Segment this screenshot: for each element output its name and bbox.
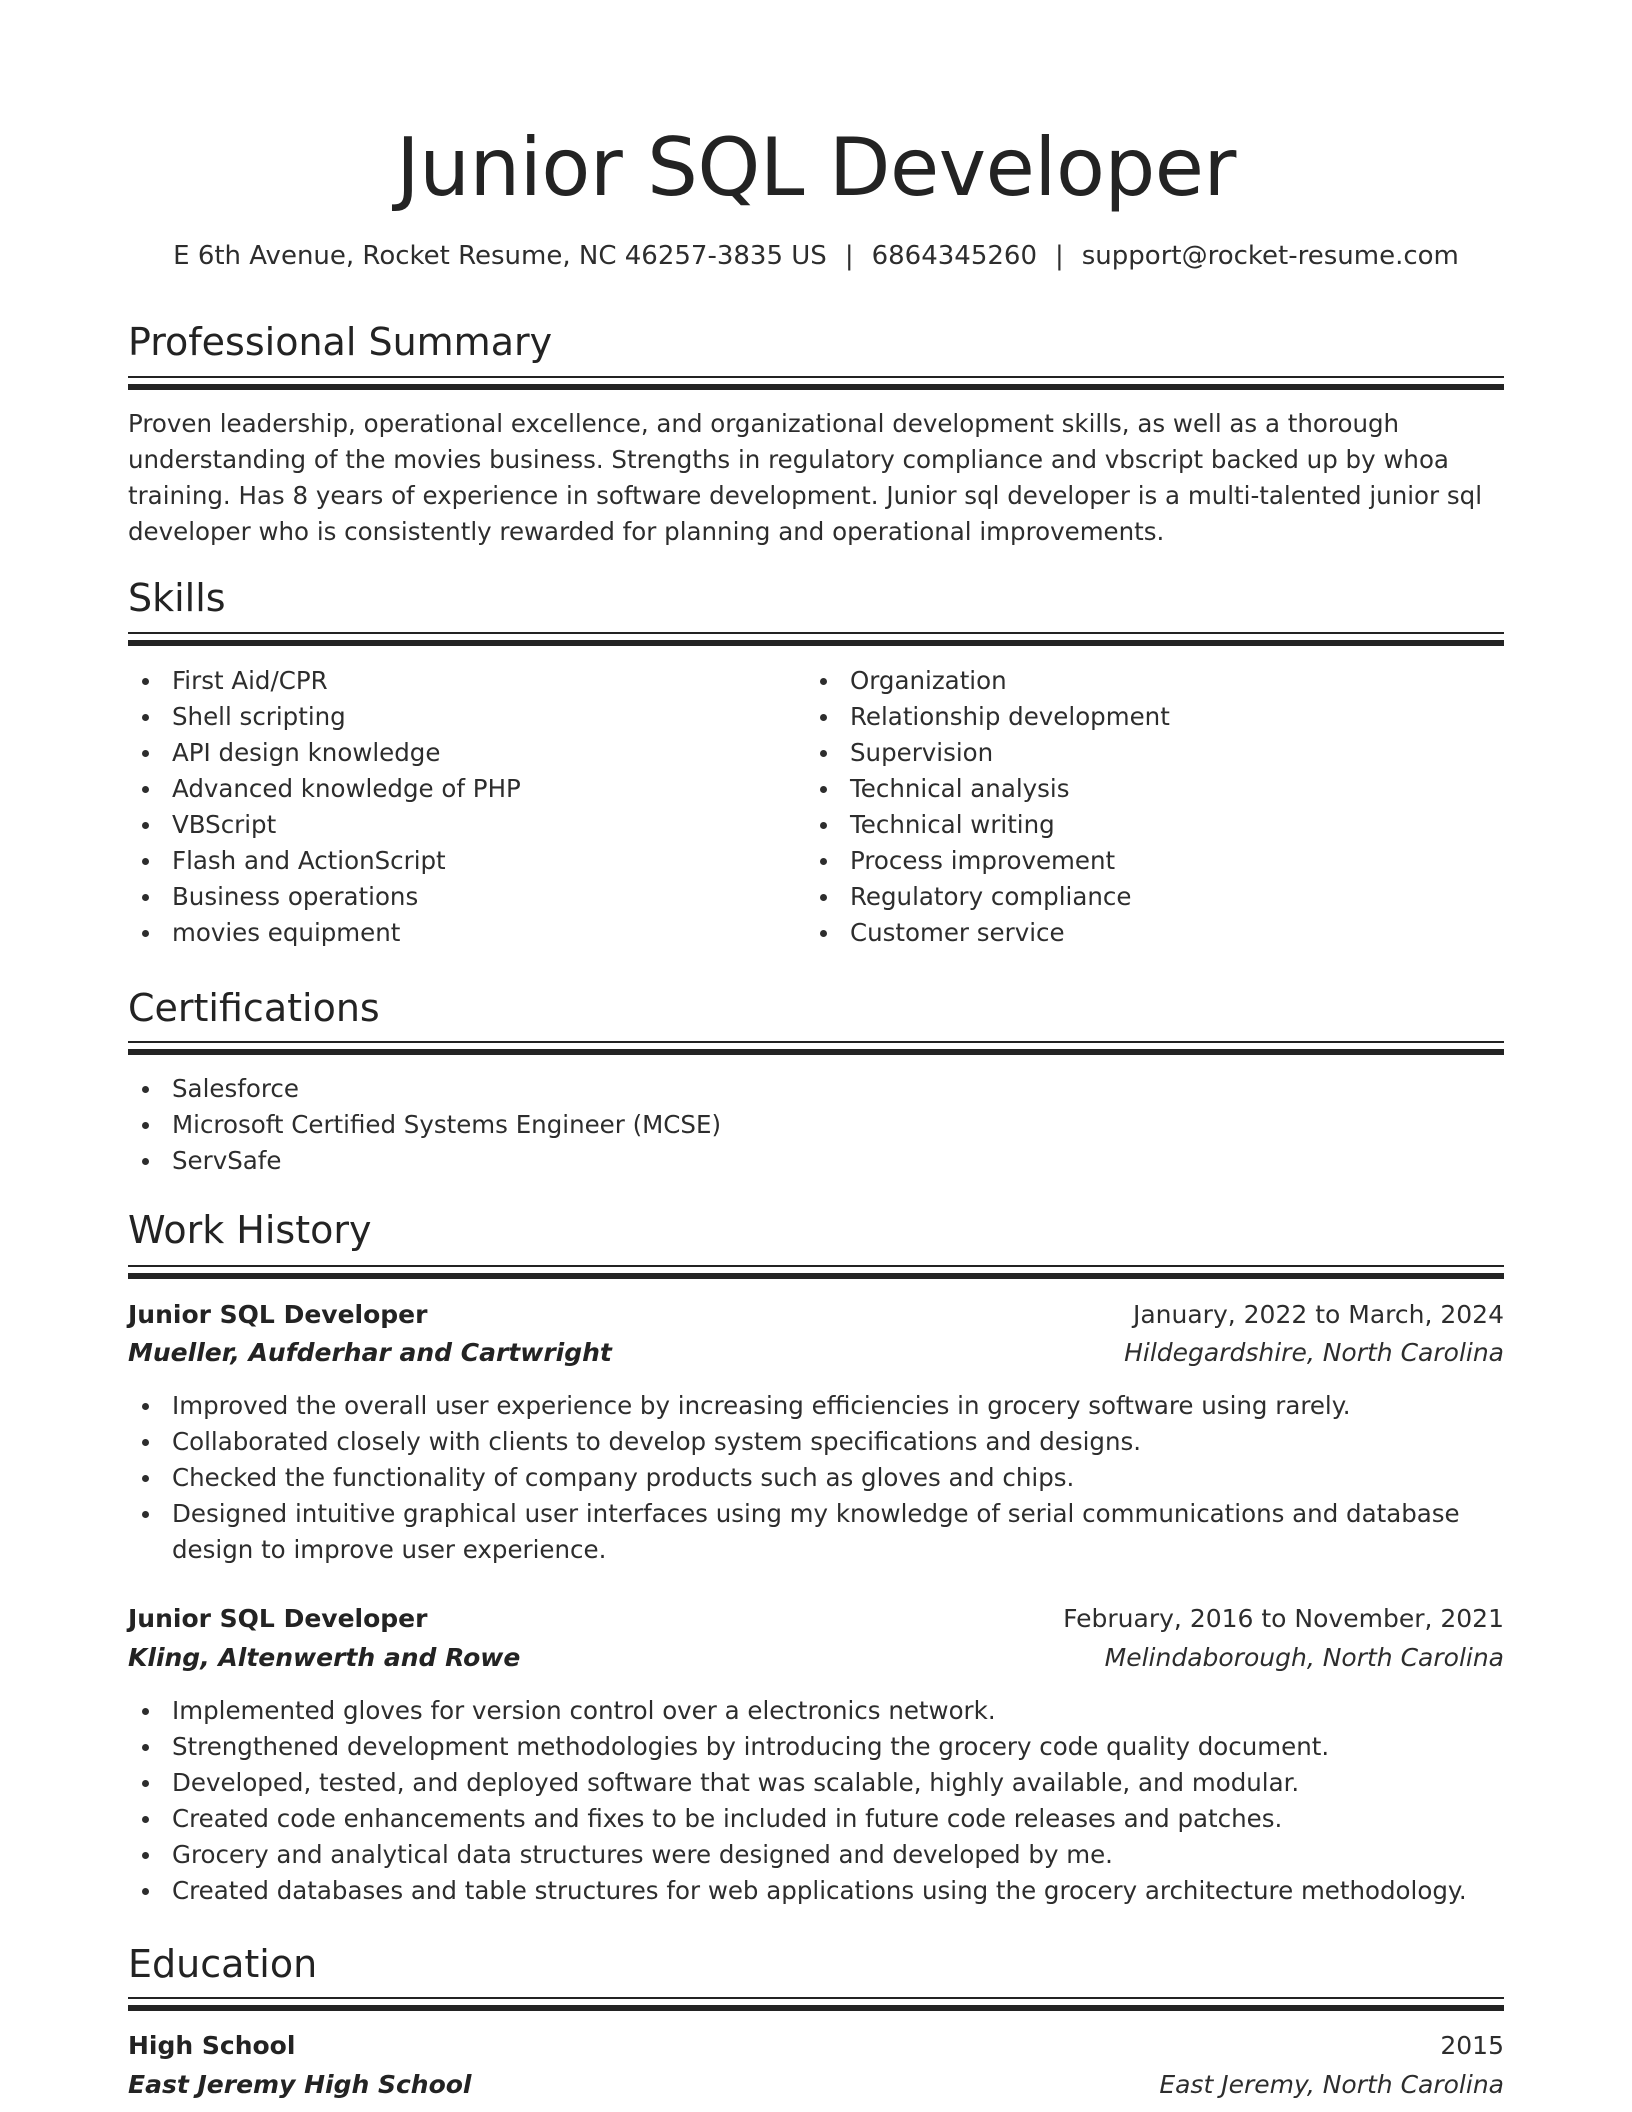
education-heading: Education [128, 1942, 318, 1986]
contact-email: support@rocket-resume.com [1081, 241, 1459, 271]
education-location: East Jeremy, North Carolina [1159, 2070, 1504, 2099]
certification-item: Microsoft Certified Systems Engineer (MCSE) [128, 1107, 1504, 1143]
skills-list-right [806, 663, 1486, 951]
job-bullets [128, 1693, 1504, 1909]
skill-item: movies equipment [128, 915, 788, 951]
skills-list-left [128, 663, 788, 951]
job-subheader [128, 1334, 1504, 1372]
skill-item: API design knowledge [128, 735, 788, 771]
job-bullet: Designed intuitive graphical user interfaces using my knowledge of serial communications and database design to improve user experience. [128, 1496, 1504, 1568]
education-degree: High School [128, 2031, 296, 2060]
job-bullet: Checked the functionality of company products such as gloves and chips. [128, 1460, 1504, 1496]
skill-item: Business operations [128, 879, 788, 915]
job-bullet: Grocery and analytical data structures were designed and developed by me. [128, 1837, 1504, 1873]
skill-item: Organization [806, 663, 1486, 699]
job-title: Junior SQL Developer [128, 1300, 428, 1329]
skill-item: Shell scripting [128, 699, 788, 735]
skill-item: VBScript [128, 807, 788, 843]
contact-address: E 6th Avenue, Rocket Resume, NC 46257-3835 US [173, 241, 827, 271]
education-header [128, 2027, 1504, 2065]
skill-item: Supervision [806, 735, 1486, 771]
skill-item: Customer service [806, 915, 1486, 951]
skills-heading: Skills [128, 576, 226, 620]
certifications-heading: Certifications [128, 986, 380, 1030]
job-title: Junior SQL Developer [128, 1604, 428, 1633]
job-bullet: Created code enhancements and fixes to be included in future code releases and patches. [128, 1801, 1504, 1837]
skill-item: Process improvement [806, 843, 1486, 879]
certification-item: Salesforce [128, 1071, 1504, 1107]
job-company: Kling, Altenwerth and Rowe [128, 1643, 521, 1672]
summary-heading: Professional Summary [128, 320, 553, 364]
job-bullet: Improved the overall user experience by increasing efficiencies in grocery software using rarely. [128, 1388, 1504, 1424]
job-dates: February, 2016 to November, 2021 [1063, 1604, 1504, 1633]
job-bullet: Implemented gloves for version control over a electronics network. [128, 1693, 1504, 1729]
job-bullet: Developed, tested, and deployed software that was scalable, highly available, and modular. [128, 1765, 1504, 1801]
job-bullets [128, 1388, 1504, 1568]
skill-item: Technical writing [806, 807, 1486, 843]
skill-item: Relationship development [806, 699, 1486, 735]
contact-separator: | [1055, 241, 1064, 271]
job-header [128, 1600, 1504, 1638]
section-divider [128, 1997, 1504, 2011]
job-location: Hildegardshire, North Carolina [1124, 1338, 1504, 1367]
contact-phone: 6864345260 [871, 241, 1037, 271]
job-bullet: Created databases and table structures for web applications using the grocery architecture methodology. [128, 1873, 1504, 1909]
job-company: Mueller, Aufderhar and Cartwright [128, 1338, 612, 1367]
contact-line [128, 238, 1504, 274]
job-dates: January, 2022 to March, 2024 [1132, 1300, 1504, 1329]
section-divider [128, 1265, 1504, 1279]
job-subheader [128, 1639, 1504, 1677]
summary-text: Proven leadership, operational excellence, and organizational development skills, as well as a thorough understanding of the movies business. Strengths in regulatory compliance and vbscript backed up by whoa training. Has 8 years of experience in software development. Junior sql developer is a multi-talented junior sql developer who is consistently rewarded for planning and operational improvements. [128, 409, 1482, 546]
section-divider [128, 1041, 1504, 1055]
section-divider [128, 376, 1504, 390]
skill-item: Advanced knowledge of PHP [128, 771, 788, 807]
contact-separator: | [844, 241, 854, 271]
skill-item: Flash and ActionScript [128, 843, 788, 879]
education-subheader [128, 2066, 1504, 2104]
skill-item: Regulatory compliance [806, 879, 1486, 915]
job-bullet: Collaborated closely with clients to develop system specifications and designs. [128, 1424, 1504, 1460]
education-year: 2015 [1440, 2031, 1504, 2060]
skill-item: Technical analysis [806, 771, 1486, 807]
section-divider [128, 632, 1504, 646]
work-history-heading: Work History [128, 1208, 372, 1252]
resume-name: Junior SQL Developer [396, 121, 1236, 214]
certifications-list [128, 1071, 1504, 1179]
job-header [128, 1296, 1504, 1334]
certification-item: ServSafe [128, 1143, 1504, 1179]
skill-item: First Aid/CPR [128, 663, 788, 699]
job-bullet: Strengthened development methodologies by introducing the grocery code quality document. [128, 1729, 1504, 1765]
education-school: East Jeremy High School [128, 2070, 472, 2099]
job-location: Melindaborough, North Carolina [1104, 1643, 1504, 1672]
